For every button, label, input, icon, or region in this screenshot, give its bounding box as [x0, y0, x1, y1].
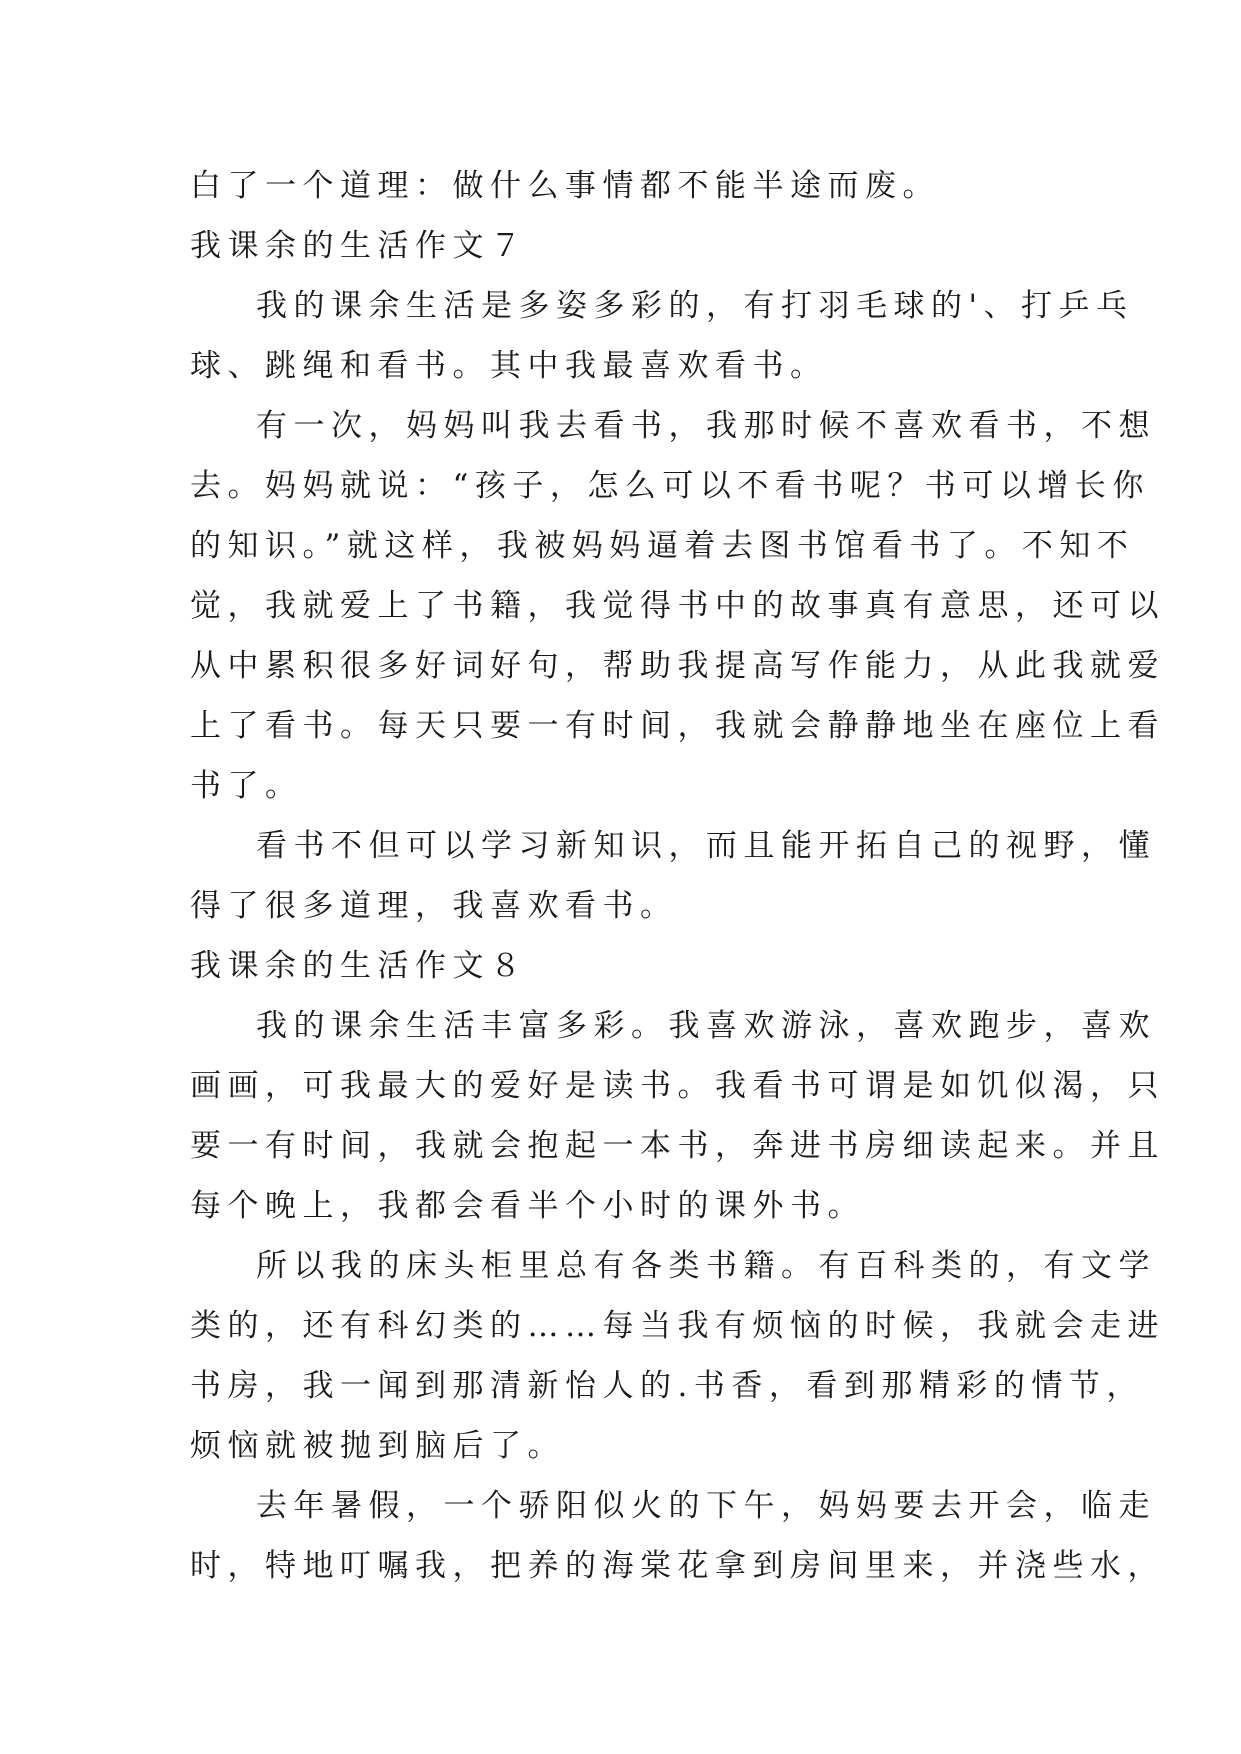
section-heading: 我课余的生活作文８: [190, 948, 528, 984]
text-line: 球、跳绳和看书。其中我最喜欢看书。: [190, 348, 828, 384]
text-line: 书了。: [190, 768, 303, 804]
text-line: 的知识。”就这样，我被妈妈逼着去图书馆看书了。不知不: [190, 528, 1135, 564]
text-line: 要一有时间，我就会抱起一本书，奔进书房细读起来。并且: [190, 1128, 1165, 1164]
text-line: 去。妈妈就说：“孩子，怎么可以不看书呢？书可以增长你: [190, 468, 1150, 504]
paragraph-first-line: 有一次，妈妈叫我去看书，我那时候不喜欢看书，不想: [256, 408, 1156, 444]
text-line: 烦恼就被抛到脑后了。: [190, 1428, 565, 1464]
paragraph-first-line: 去年暑假，一个骄阳似火的下午，妈妈要去开会，临走: [256, 1488, 1156, 1524]
text-line: 从中累积很多好词好句，帮助我提高写作能力，从此我就爱: [190, 648, 1165, 684]
text-line: 上了看书。每天只要一有时间，我就会静静地坐在座位上看: [190, 708, 1165, 744]
text-line: 画画，可我最大的爱好是读书。我看书可谓是如饥似渴，只: [190, 1068, 1165, 1104]
paragraph-first-line: 看书不但可以学习新知识，而且能开拓自己的视野，懂: [256, 828, 1156, 864]
text-line: 白了一个道理：做什么事情都不能半途而废。: [190, 168, 940, 204]
text-line: 每个晚上，我都会看半个小时的课外书。: [190, 1188, 865, 1224]
text-line: 得了很多道理，我喜欢看书。: [190, 888, 678, 924]
text-line: 书房，我一闻到那清新怡人的.书香，看到那精彩的情节，: [190, 1368, 1144, 1404]
paragraph-first-line: 我的课余生活是多姿多彩的，有打羽毛球的'、打乒乓: [256, 288, 1134, 324]
paragraph-first-line: 所以我的床头柜里总有各类书籍。有百科类的，有文学: [256, 1248, 1156, 1284]
text-line: 类的，还有科幻类的……每当我有烦恼的时候，我就会走进: [190, 1308, 1165, 1344]
text-line: 觉，我就爱上了书籍，我觉得书中的故事真有意思，还可以: [190, 588, 1165, 624]
text-line: 时，特地叮嘱我，把养的海棠花拿到房间里来，并浇些水，: [190, 1548, 1165, 1584]
paragraph-first-line: 我的课余生活丰富多彩。我喜欢游泳，喜欢跑步，喜欢: [256, 1008, 1156, 1044]
section-heading: 我课余的生活作文７: [190, 228, 528, 264]
